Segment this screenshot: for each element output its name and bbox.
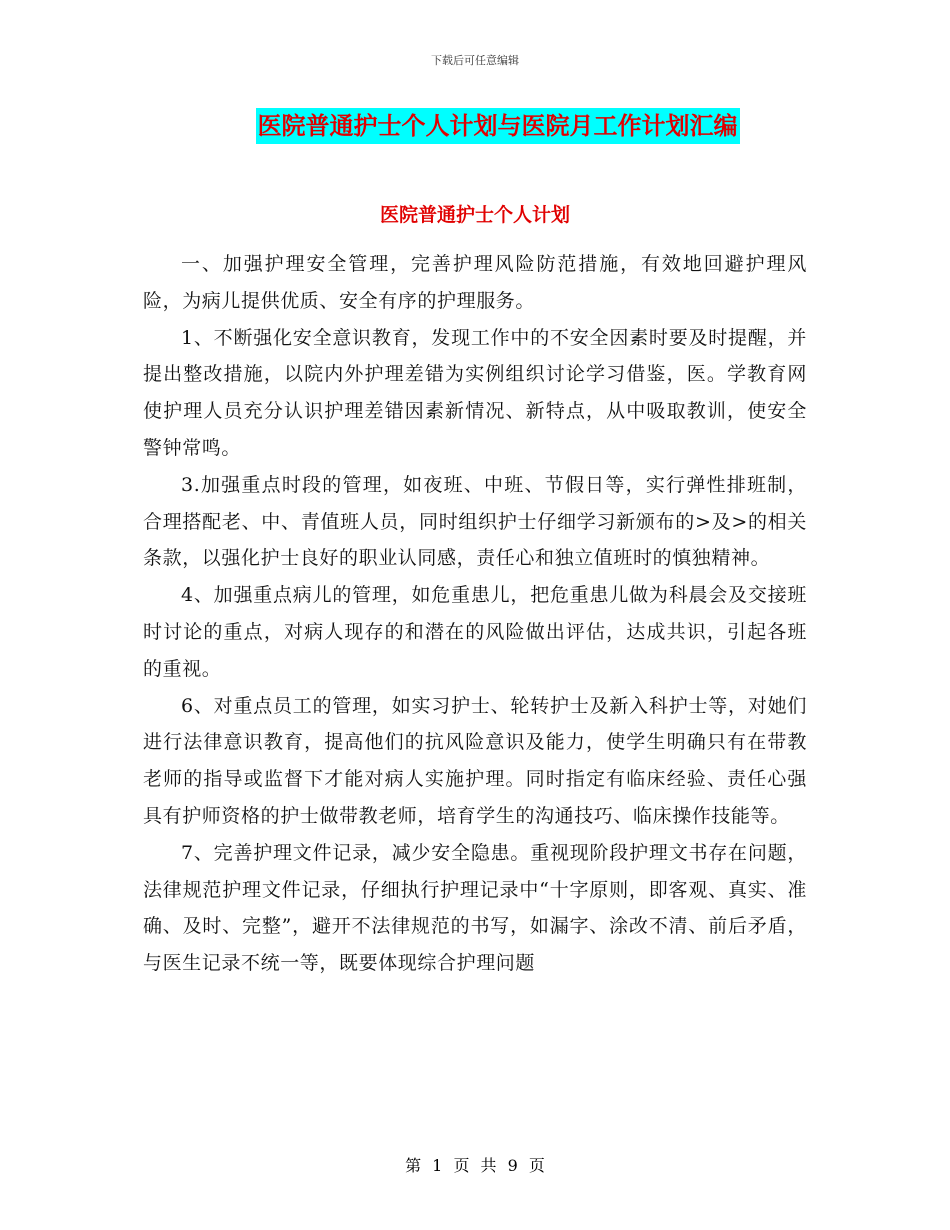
paragraph: 6、对重点员工的管理，如实习护士、轮转护士及新入科护士等，对她们进行法律意识教育，提高他们的抗风险意识及能力，使学生明确只有在带教老师的指导或监督下才能对病人实施护理。同时指定有临床经验、责任心强具有护师资格的护士做带教老师，培育学生的沟通技巧、临床操作技能等。 [143,694,807,827]
body-text [143,246,807,982]
section-title: 医院普通护士个人计划 [379,204,570,226]
document-title-wrap [0,108,950,144]
paragraph: 1、不断强化安全意识教育，发现工作中的不安全因素时要及时提醒，并提出整改措施，以院内外护理差错为实例组织讨论学习借鉴，医。学教育网使护理人员充分认识护理差错因素新情况、新特点，从中吸取教训，使安全警钟常鸣。 [143,326,807,459]
document-title: 医院普通护士个人计划与医院月工作计划汇编 [256,108,740,144]
paragraph: 7、完善护理文件记录，减少安全隐患。重视现阶段护理文书存在问题，法律规范护理文件记录，仔细执行护理记录中“十字原则，即客观、真实、准确、及时、完整”，避开不法律规范的书写，如漏字、涂改不清、前后矛盾，与医生记录不统一等，既要体现综合护理问题 [143,841,807,975]
header-note: 下载后可任意编辑 [431,54,519,67]
paragraph: 4、加强重点病儿的管理，如危重患儿，把危重患儿做为科晨会及交接班时讨论的重点，对病人现存的和潜在的风险做出评估，达成共识，引起各班的重视。 [143,584,807,680]
page-number: 第 1 页 共 9 页 [405,1156,545,1175]
paragraph: 3.加强重点时段的管理，如夜班、中班、节假日等，实行弹性排班制，合理搭配老、中、青值班人员，同时组织护士仔细学习新颁布的>及>的相关条款，以强化护士良好的职业认同感，责任心和独立值班时的慎独精神。 [143,473,807,570]
paragraph: 一、加强护理安全管理，完善护理风险防范措施，有效地回避护理风险，为病儿提供优质、安全有序的护理服务。 [143,253,807,312]
